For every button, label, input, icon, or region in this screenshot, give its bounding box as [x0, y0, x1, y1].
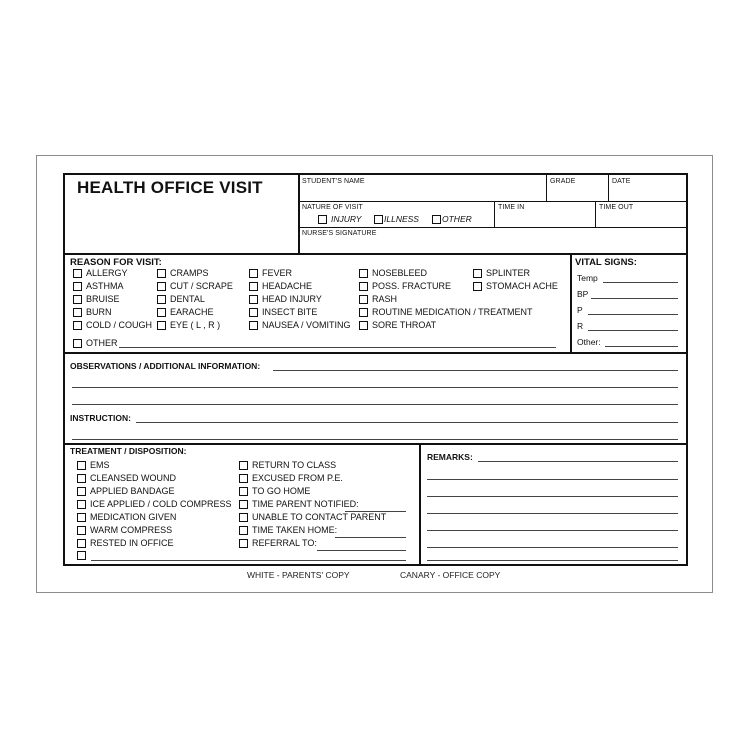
reason-other-line[interactable]	[119, 347, 556, 348]
reason-item[interactable]	[157, 268, 209, 278]
reason-item[interactable]	[359, 294, 397, 304]
white-copy-label: WHITE - PARENTS' COPY	[247, 570, 350, 580]
students-name-label: STUDENT'S NAME	[302, 178, 365, 185]
reason-item[interactable]	[73, 281, 124, 291]
checkbox-label: APPLIED BANDAGE	[90, 486, 175, 496]
reason-item[interactable]	[157, 281, 233, 291]
checkbox-label: HEAD INJURY	[262, 294, 322, 304]
checkbox[interactable]	[157, 295, 166, 304]
checkbox-label: UNABLE TO CONTACT PARENT	[252, 512, 387, 522]
treatment-heading: TREATMENT / DISPOSITION:	[70, 446, 187, 456]
checkbox-label: COLD / COUGH	[86, 320, 153, 330]
checkbox[interactable]	[73, 269, 82, 278]
referral-to-line[interactable]	[317, 550, 406, 551]
reason-heading: REASON FOR VISIT:	[70, 257, 162, 268]
checkbox[interactable]	[359, 295, 368, 304]
instruction-line-1[interactable]	[136, 422, 678, 423]
checkbox[interactable]	[249, 308, 258, 317]
grade-divider	[546, 175, 547, 201]
checkbox[interactable]	[77, 500, 86, 509]
checkbox[interactable]	[157, 308, 166, 317]
checkbox-label: NOSEBLEED	[372, 268, 428, 278]
vital-bp-label: BP	[577, 289, 589, 299]
checkbox-label: CUT / SCRAPE	[170, 281, 233, 291]
checkbox-label: BURN	[86, 307, 112, 317]
checkbox-label: BRUISE	[86, 294, 120, 304]
checkbox-label: HEADACHE	[262, 281, 313, 291]
form-title: HEALTH OFFICE VISIT	[77, 178, 263, 197]
nature-illness-option[interactable]	[374, 214, 419, 224]
checkbox[interactable]	[359, 308, 368, 317]
time-taken-home-line[interactable]	[335, 537, 406, 538]
time-out-label: TIME OUT	[599, 204, 634, 211]
nature-other-label: OTHER	[442, 214, 472, 224]
checkbox[interactable]	[77, 526, 86, 535]
reason-item[interactable]	[359, 320, 436, 330]
treatment-item[interactable]	[239, 460, 336, 470]
checkbox[interactable]	[249, 269, 258, 278]
checkbox[interactable]	[77, 461, 86, 470]
nurses-signature-label: NURSE'S SIGNATURE	[302, 230, 377, 237]
reason-item[interactable]	[359, 307, 533, 317]
remarks-line-6[interactable]	[427, 547, 678, 548]
treatment-item[interactable]	[77, 486, 175, 496]
checkbox-label: EXCUSED FROM P.E.	[252, 473, 343, 483]
vital-other-line[interactable]	[605, 346, 678, 347]
checkbox-label: EMS	[90, 460, 110, 470]
treatment-item[interactable]	[239, 473, 343, 483]
checkbox-label: ICE APPLIED / COLD COMPRESS	[90, 499, 232, 509]
vital-other-label: Other:	[577, 337, 601, 347]
checkbox-label: MEDICATION GIVEN	[90, 512, 177, 522]
checkbox-label: CLEANSED WOUND	[90, 473, 177, 483]
checkbox[interactable]	[473, 282, 482, 291]
treatment-item[interactable]	[239, 499, 359, 509]
remarks-label: REMARKS:	[427, 452, 473, 462]
checkbox[interactable]	[77, 487, 86, 496]
checkbox-label: TIME TAKEN HOME:	[252, 525, 338, 535]
reason-item[interactable]	[249, 307, 317, 317]
reason-item[interactable]	[157, 320, 220, 330]
checkbox-label: DENTAL	[170, 294, 205, 304]
checkbox-label: NAUSEA / VOMITING	[262, 320, 351, 330]
treatment-item[interactable]	[239, 538, 317, 548]
checkbox-label: EYE ( L , R )	[170, 320, 221, 330]
injury-checkbox[interactable]	[318, 215, 327, 224]
checkbox[interactable]	[239, 500, 248, 509]
remarks-line-5[interactable]	[427, 530, 678, 531]
checkbox[interactable]	[77, 551, 86, 560]
treatment-item[interactable]	[77, 460, 110, 470]
checkbox-label: STOMACH ACHE	[486, 281, 558, 291]
checkbox[interactable]	[77, 539, 86, 548]
checkbox[interactable]	[157, 321, 166, 330]
nature-other-checkbox[interactable]	[432, 215, 441, 224]
reason-item[interactable]	[249, 294, 322, 304]
canary-copy-label: CANARY - OFFICE COPY	[400, 570, 501, 580]
reason-item[interactable]	[473, 268, 530, 278]
time-in-divider	[494, 201, 495, 227]
reason-other-option[interactable]	[73, 338, 118, 348]
treatment-item[interactable]	[77, 499, 232, 509]
vitals-heading: VITAL SIGNS:	[575, 257, 637, 268]
treatment-blank-item[interactable]	[77, 551, 90, 560]
date-divider	[608, 175, 609, 201]
remarks-line-7[interactable]	[427, 560, 678, 561]
checkbox-label: REFERRAL TO:	[252, 538, 317, 548]
observations-line-1[interactable]	[273, 370, 678, 371]
checkbox[interactable]	[239, 487, 248, 496]
checkbox-label: EARACHE	[170, 307, 214, 317]
remarks-line-3[interactable]	[427, 496, 678, 497]
header-bottom-rule	[65, 253, 686, 255]
vital-r-label: R	[577, 321, 584, 331]
checkbox[interactable]	[249, 295, 258, 304]
vitals-divider	[570, 254, 572, 353]
checkbox[interactable]	[73, 282, 82, 291]
checkbox-label: RESTED IN OFFICE	[90, 538, 174, 548]
treatment-item[interactable]	[77, 525, 172, 535]
reason-item[interactable]	[359, 281, 451, 291]
checkbox[interactable]	[239, 474, 248, 483]
grade-label: GRADE	[550, 178, 576, 185]
checkbox[interactable]	[77, 513, 86, 522]
checkbox[interactable]	[473, 269, 482, 278]
vital-r-line[interactable]	[588, 330, 678, 331]
checkbox-label: TO GO HOME	[252, 486, 311, 496]
checkbox[interactable]	[157, 269, 166, 278]
reason-item[interactable]	[249, 268, 292, 278]
observations-line-3[interactable]	[72, 404, 678, 405]
illness-checkbox[interactable]	[374, 215, 383, 224]
nature-other-option[interactable]	[432, 214, 472, 224]
reason-item[interactable]	[157, 307, 214, 317]
checkbox-label: SPLINTER	[486, 268, 531, 278]
checkbox-label: TIME PARENT NOTIFIED:	[252, 499, 359, 509]
reason-item[interactable]	[359, 268, 427, 278]
checkbox[interactable]	[239, 513, 248, 522]
time-in-label: TIME IN	[498, 204, 525, 211]
time-parent-notified-line[interactable]	[345, 511, 406, 512]
checkbox[interactable]	[249, 321, 258, 330]
checkbox[interactable]	[239, 526, 248, 535]
treatment-item[interactable]	[77, 473, 176, 483]
checkbox-label: ALLERGY	[86, 268, 128, 278]
reason-item[interactable]	[73, 320, 152, 330]
treatment-item[interactable]	[77, 538, 174, 548]
vital-temp-line[interactable]	[603, 282, 678, 283]
treatment-item[interactable]	[77, 512, 176, 522]
checkbox[interactable]	[73, 321, 82, 330]
checkbox[interactable]	[239, 539, 248, 548]
header-row-line-2	[299, 227, 688, 228]
treatment-blank-line[interactable]	[91, 560, 406, 561]
checkbox[interactable]	[249, 282, 258, 291]
checkbox[interactable]	[359, 282, 368, 291]
illness-label: ILLNESS	[384, 214, 419, 224]
remarks-line-4[interactable]	[427, 513, 678, 514]
reason-item[interactable]	[473, 281, 558, 291]
checkbox-label: CRAMPS	[170, 268, 209, 278]
checkbox[interactable]	[157, 282, 166, 291]
checkbox-label: INSECT BITE	[262, 307, 318, 317]
date-label: DATE	[612, 178, 631, 185]
checkbox-label: ASTHMA	[86, 281, 124, 291]
checkbox-label: RASH	[372, 294, 398, 304]
reason-item[interactable]	[157, 294, 205, 304]
instruction-label: INSTRUCTION:	[70, 413, 131, 423]
vital-temp-label: Temp	[577, 273, 598, 283]
injury-label: INJURY	[331, 214, 362, 224]
nature-injury-option[interactable]	[318, 214, 361, 224]
health-office-visit-form	[63, 173, 688, 566]
treatment-item[interactable]	[239, 525, 337, 535]
checkbox[interactable]	[73, 295, 82, 304]
time-out-divider	[595, 201, 596, 227]
checkbox[interactable]	[239, 461, 248, 470]
reason-item[interactable]	[73, 268, 128, 278]
checkbox-label: POSS. FRACTURE	[372, 281, 452, 291]
reason-bottom-rule	[65, 352, 686, 354]
observations-label: OBSERVATIONS / ADDITIONAL INFORMATION:	[70, 361, 261, 371]
reason-item[interactable]	[249, 281, 312, 291]
checkbox-label: ROUTINE MEDICATION / TREATMENT	[372, 307, 533, 317]
checkbox[interactable]	[73, 308, 82, 317]
vital-bp-line[interactable]	[591, 298, 678, 299]
reason-item[interactable]	[73, 294, 120, 304]
reason-other-checkbox[interactable]	[73, 339, 82, 348]
checkbox[interactable]	[77, 474, 86, 483]
header-divider	[298, 175, 300, 254]
vital-p-line[interactable]	[588, 314, 678, 315]
nature-of-visit-label: NATURE OF VISIT	[302, 204, 363, 211]
instruction-line-2[interactable]	[72, 439, 678, 440]
treatment-item[interactable]	[239, 512, 386, 522]
observations-line-2[interactable]	[72, 387, 678, 388]
checkbox-label: RETURN TO CLASS	[252, 460, 337, 470]
reason-item[interactable]	[73, 307, 112, 317]
reason-other-label: OTHER	[86, 338, 118, 348]
checkbox-label: SORE THROAT	[372, 320, 437, 330]
remarks-line-2[interactable]	[427, 479, 678, 480]
checkbox[interactable]	[359, 269, 368, 278]
checkbox-label: WARM COMPRESS	[90, 525, 173, 535]
observations-bottom-rule	[65, 443, 686, 445]
remarks-line-1[interactable]	[478, 461, 678, 462]
checkbox-label: FEVER	[262, 268, 293, 278]
remarks-divider	[419, 444, 421, 564]
vital-p-label: P	[577, 305, 583, 315]
reason-item[interactable]	[249, 320, 351, 330]
treatment-item[interactable]	[239, 486, 310, 496]
checkbox[interactable]	[359, 321, 368, 330]
